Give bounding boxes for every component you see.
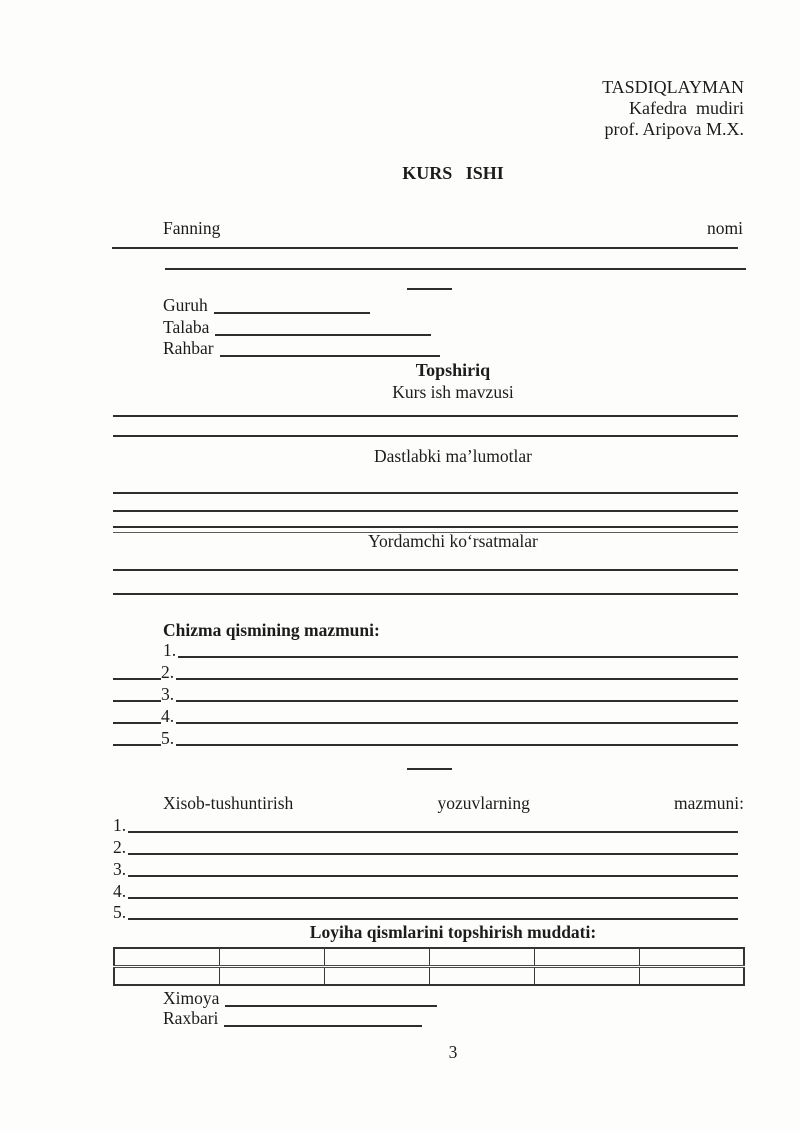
schedule-cell [639,967,744,986]
item-number: 5. [113,902,127,922]
schedule-cell [534,948,639,967]
blank-line [176,722,738,724]
leading-line [113,700,161,702]
schedule-row [114,967,744,986]
ruled-line [113,415,738,417]
approval-line-3: prof. Aripova M.X. [604,119,744,139]
assignment-heading: Topshiriq [415,360,491,380]
talaba-blank-line [215,334,431,336]
schedule-cell [324,948,429,967]
short-center-line [407,768,452,770]
ruled-line [112,247,738,249]
subject-name-row [163,217,743,239]
raxbari-blank-line [224,1025,422,1027]
item-number: 3. [113,859,127,879]
blank-line [128,897,738,899]
chizma-item-row [113,662,738,682]
schedule-cell [324,967,429,986]
field-talaba [163,318,431,337]
short-center-line [407,288,452,290]
ximoya-label: Ximoya [163,988,220,1008]
xisob-item-row [113,881,738,901]
schedule-cell [219,948,324,967]
subject-label: Fanning [163,218,221,238]
page-number: 3 [448,1042,458,1062]
talaba-label: Talaba [163,317,210,337]
chizma-item-row [113,706,738,726]
field-raxbari [163,1009,422,1028]
guruh-label: Guruh [163,295,208,315]
xisob-word-3: mazmuni: [674,793,744,813]
item-number: 1. [113,815,127,835]
schedule-cell [429,967,534,986]
ruled-line [165,268,746,270]
ruled-line [113,569,738,571]
xisob-item-row [113,859,738,879]
schedule-cell [639,948,744,967]
item-number: 1. [163,640,177,660]
field-rahbar [163,339,440,358]
dastlabki-heading: Dastlabki ma’lumotlar [374,446,532,466]
schedule-cell [534,967,639,986]
item-number: 2. [161,662,175,682]
schedule-cell [114,967,219,986]
loyiha-heading: Loyiha qismlarini topshirish muddati: [309,922,597,942]
chizma-heading: Chizma qismining mazmuni: [163,620,380,640]
xisob-word-2: yozuvlarning [437,793,530,813]
xisob-word-1: Xisob-tushuntirish [163,793,294,813]
item-number: 2. [113,837,127,857]
approval-line-1: TASDIQLAYMAN [602,77,744,97]
item-number: 4. [161,706,175,726]
chizma-item-row [113,684,738,704]
item-number: 3. [161,684,175,704]
leading-line [113,722,161,724]
ximoya-blank-line [225,1005,437,1007]
leading-line [113,678,161,680]
approval-block [602,77,744,140]
blank-line [176,678,738,680]
schedule-cell [429,948,534,967]
assignment-subheading: Kurs ish mavzusi [392,382,514,402]
yordamchi-heading: Yordamchi ko‘rsatmalar [368,531,538,551]
xisob-item-row [113,902,738,922]
leading-line [113,744,161,746]
xisob-heading-row [163,792,744,814]
field-guruh [163,296,370,315]
ruled-line [113,492,738,494]
schedule-cell [219,967,324,986]
ruled-line [113,435,738,437]
rahbar-label: Rahbar [163,338,214,358]
ruled-line [113,593,738,595]
subject-name-suffix: nomi [707,218,743,238]
approval-line-2: Kafedra mudiri [629,98,744,118]
page-title: KURS ISHI [402,163,504,183]
blank-line [128,853,738,855]
chizma-item-row [113,728,738,748]
raxbari-label: Raxbari [163,1008,219,1028]
item-number: 4. [113,881,127,901]
chizma-item-row [163,640,738,660]
blank-line [128,875,738,877]
rahbar-blank-line [220,355,440,357]
schedule-cell [114,948,219,967]
item-number: 5. [161,728,175,748]
blank-line [176,700,738,702]
xisob-item-row [113,815,738,835]
guruh-blank-line [214,312,370,314]
blank-line [176,744,738,746]
blank-line [128,831,738,833]
xisob-item-row [113,837,738,857]
blank-line [128,918,738,920]
field-ximoya [163,989,437,1008]
blank-line [178,656,738,658]
ruled-line [113,510,738,512]
schedule-row [114,948,744,967]
schedule-table [113,947,745,986]
